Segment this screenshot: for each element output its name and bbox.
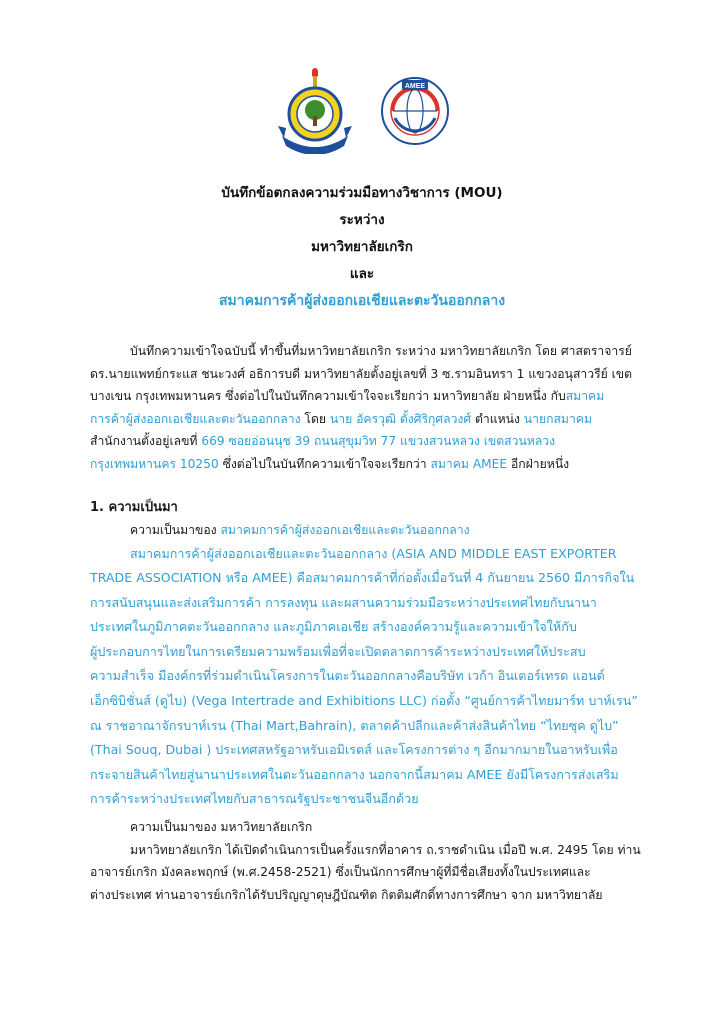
intro-text: บางเขน กรุงเทพมหานคร ซึ่งต่อไปในบันทึกความเข้าใจจะเรียกว่า มหาวิทยาลัย ฝ่ายหนึ่ง กับ: [90, 389, 566, 403]
intro-highlight: การค้าผู้ส่งออกเอเชียและตะวันออกกลาง: [90, 411, 301, 426]
amee-line: ผู้ประกอบการไทยในการเตรียมความพร้อมเพื่อที่จะเปิดตลาดการค้าระหว่างประเทศให้ประสบ: [90, 643, 586, 659]
amee-history-paragraph: [90, 542, 656, 813]
amee-line: กระจายสินค้าไทยสู่นานาประเทศในตะวันออกกลาง นอกจากนี้สมาคม AMEE ยังมีโครงการส่งเสริม: [90, 766, 619, 782]
header-logos: [0, 66, 724, 156]
title-line-1: บันทึกข้อตกลงความร่วมมือทางวิชาการ (MOU): [221, 185, 503, 201]
amee-line: การค้าระหว่างประเทศไทยกับสาธารณรัฐประชาชนจีนอีกด้วย: [90, 791, 419, 807]
krirk-line: มหาวิทยาลัยเกริก ได้เปิดดำเนินการเป็นครั้งแรกที่อาคาร ถ.ราชดำเนิน เมื่อปี พ.ศ. 2495 โดย ท่าน: [130, 842, 641, 857]
title-line-3: มหาวิทยาลัยเกริก: [311, 239, 413, 255]
intro-line-5: [90, 430, 656, 453]
intro-line-2: ดร.นายแพทย์กระแส ชนะวงศ์ อธิการบดี มหาวิทยาลัยตั้งอยู่เลขที่ 3 ซ.รามอินทรา 1 แขวงอนุสาวรีย์ เขต: [90, 366, 633, 381]
intro-highlight: นาย อัครวุฒิ ตั้งศิริกุศลวงศ์: [329, 411, 472, 426]
amee-line: (Thai Souq, Dubai ) ประเทศสหรัฐอาหรับเอมิเรตส์ และโครงการต่าง ๆ อีกมากมายในอาหรับเพื่อ: [90, 742, 618, 758]
section-subheading-krirk: ความเป็นมาของ มหาวิทยาลัยเกริก: [130, 820, 313, 835]
section-heading: 1. ความเป็นมา: [90, 500, 178, 515]
title-line-2: ระหว่าง: [339, 212, 385, 228]
intro-text: สำนักงานตั้งอยู่เลขที่: [90, 434, 202, 448]
title-line-4: และ: [349, 266, 375, 282]
amee-line: การสนับสนุนและส่งเสริมการค้า การลงทุน และผสานความร่วมมือระหว่างประเทศไทยกับนานา: [90, 594, 597, 610]
document-body: [90, 340, 656, 906]
intro-line-4: [90, 408, 656, 431]
amee-line: TRADE ASSOCIATION หรือ AMEE) คือสมาคมการค้าที่ก่อตั้งเมื่อวันที่ 4 กันยายน 2560 มีภารกิจใน: [90, 570, 635, 586]
section-subheading-amee: [90, 519, 656, 542]
amee-line: ความสำเร็จ มีองค์กรที่ร่วมดำเนินโครงการในตะวันออกกลางคือบริษัท เวก้า อินเตอร์เทรด แอนด์: [90, 668, 605, 684]
amee-line: เอ็กซิบิชั่นส์ (ดูไบ) (Vega Intertrade and Exhibitions LLC) ก่อตั้ง “ศูนย์การค้าไทยมาร์ท บาห์เรน”: [90, 693, 638, 709]
intro-text: อีกฝ่ายหนึ่ง: [507, 456, 570, 471]
amee-line: ณ ราชอาณาจักรบาห์เรน (Thai Mart,Bahrain), ตลาดค้าปลีกและค้าส่งสินค้าไทย “ไทยซุค ดูไบ”: [90, 717, 619, 733]
title-line-5: สมาคมการค้าผู้ส่งออกเอเชียและตะวันออกกลาง: [218, 293, 506, 309]
intro-line-3: [90, 385, 656, 408]
subheading-text: ความเป็นมาของ: [130, 523, 221, 537]
intro-text: โดย: [300, 411, 330, 426]
intro-highlight: กรุงเทพมหานคร 10250: [90, 456, 219, 471]
amee-association-logo-icon: [380, 76, 450, 146]
amee-logo-text: AMEE: [404, 83, 426, 90]
subheading-highlight: สมาคมการค้าผู้ส่งออกเอเชียและตะวันออกกลาง: [220, 523, 470, 537]
intro-highlight: 669 ซอยอ่อนนุช 39 ถนนสุขุมวิท 77 แขวงสวนหลวง เขตสวนหลวง: [201, 434, 556, 448]
document-title: [0, 180, 724, 315]
intro-text: ตำแหน่ง: [471, 411, 524, 426]
intro-highlight: สมาคม: [565, 389, 605, 403]
amee-line: สมาคมการค้าผู้ส่งออกเอเชียและตะวันออกกลาง (ASIA AND MIDDLE EAST EXPORTER: [130, 545, 617, 561]
intro-text: ซึ่งต่อไปในบันทึกความเข้าใจจะเรียกว่า: [218, 456, 431, 471]
amee-line: ประเทศในภูมิภาคตะวันออกกลาง และภูมิภาคเอเชีย สร้างองค์ความรู้และความเข้าใจให้กับ: [90, 619, 577, 635]
krirk-line: ต่างประเทศ ท่านอาจารย์เกริกได้รับปริญญาดุษฎีบัณฑิต กิตติมศักดิ์ทางการศึกษา จาก มหาวิทยาลัย: [90, 887, 603, 902]
intro-line-1: บันทึกความเข้าใจฉบับนี้ ทำขึ้นที่มหาวิทยาลัยเกริก ระหว่าง มหาวิทยาลัยเกริก โดย ศาสตราจารย์: [130, 344, 632, 358]
intro-highlight: นายกสมาคม: [523, 411, 592, 426]
krirk-university-seal-icon: [276, 66, 354, 154]
krirk-line: อาจารย์เกริก มังคละพฤกษ์ (พ.ศ.2458-2521) ซึ่งเป็นนักการศึกษาผู้ที่มีชื่อเสียงทั้งในประเทศและ: [90, 865, 591, 880]
intro-highlight: สมาคม AMEE: [430, 456, 508, 471]
intro-line-6: [90, 453, 656, 476]
